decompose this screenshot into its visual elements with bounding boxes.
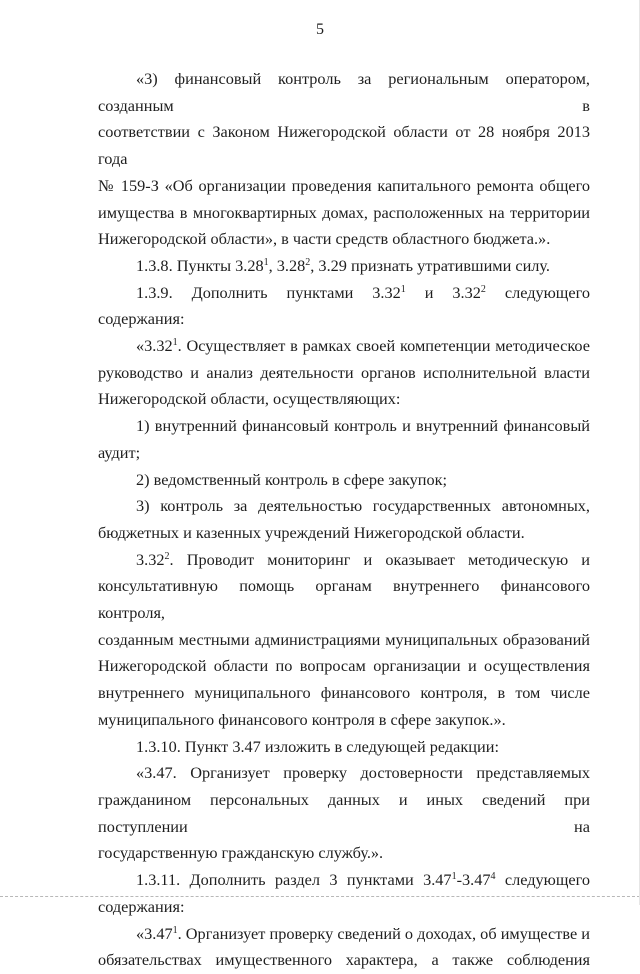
text-run: следующего bbox=[495, 870, 590, 890]
superscript: 2 bbox=[164, 550, 170, 562]
superscript: 4 bbox=[490, 871, 496, 883]
superscript: 1 bbox=[172, 337, 178, 349]
text-run: и 3.32 bbox=[405, 282, 481, 302]
superscript: 2 bbox=[480, 283, 486, 295]
paragraph-line: внутреннего муниципального финансового контроля, в том числе bbox=[98, 683, 590, 703]
superscript: 1 bbox=[263, 256, 269, 268]
superscript: 1 bbox=[400, 283, 406, 295]
paragraph-item-1-3-11 bbox=[98, 867, 590, 894]
document-body bbox=[98, 66, 590, 974]
paragraph-line: государственную гражданскую службу.». bbox=[98, 843, 384, 863]
paragraph-item-3-47: «3.47. Организует проверку достоверности представляемых bbox=[136, 763, 590, 783]
paragraph-line: содержания: bbox=[98, 896, 185, 916]
paragraph-line: имущества в многоквартирных домах, расположенных на территории bbox=[98, 202, 590, 222]
text-run: 1.3.11. Дополнить раздел 3 пунктами 3.47 bbox=[136, 870, 452, 890]
text-run: «3.47 bbox=[136, 923, 173, 943]
paragraph-line: гражданином персональных данных и иных сведений при поступлении на bbox=[98, 789, 590, 836]
text-run: «3.32 bbox=[136, 336, 173, 356]
text-run: . Осуществляет в рамках своей компетенции методическое bbox=[177, 336, 590, 356]
text-run: , 3.28 bbox=[268, 255, 306, 275]
paragraph-line: «3) финансовый контроль за региональным оператором, созданным в bbox=[98, 69, 590, 115]
list-item-1: 1) внутренний финансовый контроль и внутренний финансовый bbox=[136, 416, 590, 436]
text-run: . Проводит мониторинг и оказывает методическую и bbox=[169, 549, 590, 569]
list-item-3: 3) контроль за деятельностью государственных автономных, bbox=[136, 496, 590, 516]
paragraph-line: консультативную помощь органам внутреннего финансового контроля, bbox=[98, 576, 590, 623]
text-run: 1.3.9. Дополнить пунктами 3.32 bbox=[136, 282, 401, 302]
list-item-2: 2) ведомственный контроль в сфере закупок; bbox=[136, 469, 448, 489]
superscript: 1 bbox=[451, 871, 457, 883]
paragraph-line: муниципального финансового контроля в сфере закупок.». bbox=[98, 709, 506, 729]
paragraph-item-1-3-8 bbox=[98, 253, 590, 280]
text-run: . Организует проверку сведений о доходах, об имуществе и bbox=[177, 923, 590, 943]
paragraph-line: аудит; bbox=[98, 442, 141, 462]
text-run: 1.3.8. Пункты 3.28 bbox=[136, 255, 264, 275]
paragraph-item-1-3-10: 1.3.10. Пункт 3.47 изложить в следующей редакции: bbox=[136, 736, 499, 756]
paragraph-line: обязательствах имущественного характера, а также соблюдения bbox=[98, 950, 590, 970]
paragraph-item-3-32-1 bbox=[98, 333, 590, 360]
paragraph-line: Нижегородской области по вопросам организации и осуществления bbox=[98, 656, 590, 676]
paragraph-item-3-32-2 bbox=[98, 547, 590, 574]
superscript: 1 bbox=[172, 924, 178, 936]
paragraph-line: руководство и анализ деятельности органов исполнительной власти bbox=[98, 362, 590, 382]
paragraph-item-3-47-1 bbox=[98, 921, 590, 948]
text-run: 3.32 bbox=[136, 549, 165, 569]
paragraph-line: Нижегородской области, осуществляющих: bbox=[98, 389, 401, 409]
page-number: 5 bbox=[316, 21, 324, 38]
paragraph-item-1-3-9 bbox=[98, 280, 590, 333]
paragraph-line: созданным местными администрациями муниципальных образований bbox=[98, 629, 590, 649]
text-run: следующего содержания: bbox=[98, 282, 590, 329]
scan-artifact-line bbox=[0, 896, 640, 898]
paragraph-line: бюджетных и казенных учреждений Нижегородской области. bbox=[98, 522, 525, 542]
superscript: 2 bbox=[305, 256, 311, 268]
paragraph-line: Нижегородской области», в части средств областного бюджета.». bbox=[98, 229, 551, 249]
paragraph-line: № 159-З «Об организации проведения капитального ремонта общего bbox=[98, 175, 590, 195]
text-run: -3.47 bbox=[456, 870, 491, 890]
paragraph-line: соответствии с Законом Нижегородской области от 28 ноября 2013 года bbox=[98, 122, 590, 169]
text-run: , 3.29 признать утратившими силу. bbox=[310, 255, 551, 275]
